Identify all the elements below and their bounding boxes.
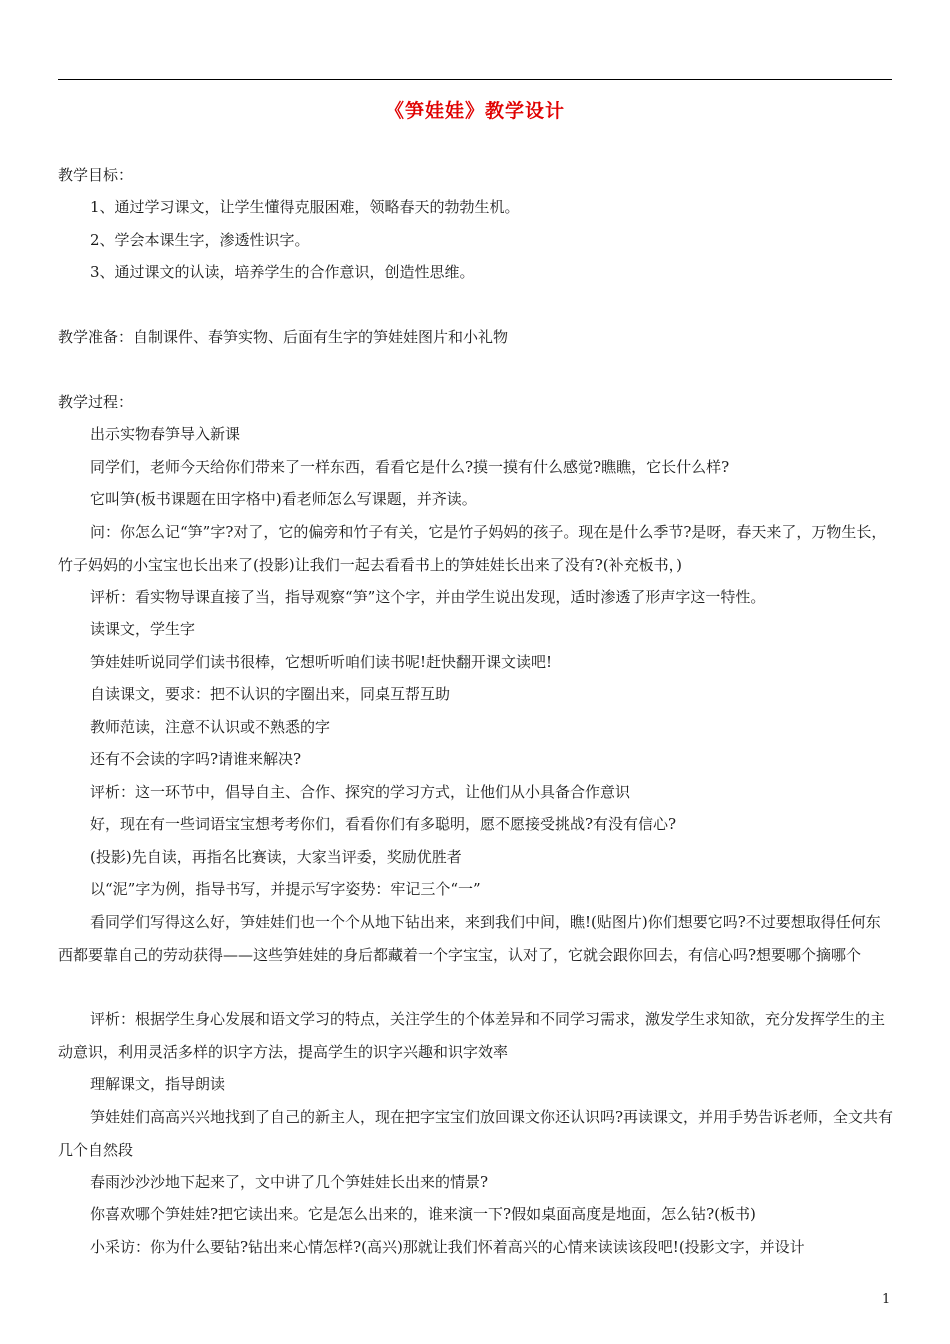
process-item: 教师范读，注意不认识或不熟悉的字 [90,718,331,736]
process-item: 以“泥”字为例，指导书写，并提示写字姿势：牢记三个“一” [90,880,481,898]
goals-heading: 教学目标： [58,166,134,184]
page-number: 1 [882,1292,891,1307]
process-item: 问：你怎么记“笋”字?对了，它的偏旁和竹子有关，它是竹子妈妈的孩子。现在是什么季节?是呀，春天来了，万物生长，竹子妈妈的小宝宝也长出来了(投影)让我们一起去看看书上的笋娃娃长出来了没有?(补充板书，) [58,523,887,574]
prep-line: 教学准备：自制课件、春笋实物、后面有生字的笋娃娃图片和小礼物 [58,328,509,346]
process-item: 你喜欢哪个笋娃娃?把它读出来。它是怎么出来的，谁来演一下?假如桌面高度是地面，怎么钻?(板书) [90,1205,756,1223]
goal-item: 1、通过学习课文，让学生懂得克服困难，领略春天的勃勃生机。 [90,198,520,216]
process-item: 它叫笋(板书课题在田字格中)看老师怎么写课题，并齐读。 [90,490,477,508]
process-item: 理解课文，指导朗读 [90,1075,226,1093]
process-heading: 教学过程： [58,393,134,411]
process-item: 笋娃娃们高高兴兴地找到了自己的新主人，现在把字宝宝们放回课文你还认识吗?再读课文，并用手势告诉老师，全文共有几个自然段 [58,1108,894,1159]
process-item: 小采访：你为什么要钻?钻出来心情怎样?(高兴)那就让我们怀着高兴的心情来读读该段吧!(投影文字，并设计 [90,1238,805,1256]
process-item: 好，现在有一些词语宝宝想考考你们，看看你们有多聪明，愿不愿接受挑战?有没有信心? [90,815,677,833]
process-item: 自读课文，要求：把不认识的字圈出来，同桌互帮互助 [90,685,451,703]
process-item: 笋娃娃听说同学们读书很棒，它想听听咱们读书呢!赶快翻开课文读吧! [90,653,553,671]
process-item: 读课文，学生字 [90,620,196,638]
process-item: (投影)先自读，再指名比赛读，大家当评委，奖励优胜者 [90,848,462,866]
process-item: 评析：这一环节中，倡导自主、合作、探究的学习方式，让他们从小具备合作意识 [90,783,631,801]
process-item: 看同学们写得这么好，笋娃娃们也一个个从地下钻出来，来到我们中间，瞧!(贴图片)你们想要它吗?不过要想取得任何东西都要靠自己的劳动获得——这些笋娃娃的身后都藏着一个字宝宝，认对了，它就会跟你回去，有信心吗?想要哪个摘哪个 [58,913,881,964]
process-item: 评析：根据学生身心发展和语文学习的特点，关注学生的个体差异和不同学习需求，激发学生求知欲，充分发挥学生的主动意识，利用灵活多样的识字方法，提高学生的识字兴趣和识字效率 [58,1010,886,1061]
goal-item: 3、通过课文的认读，培养学生的合作意识，创造性思维。 [90,263,475,281]
process-item: 评析：看实物导课直接了当，指导观察“笋”这个字，并由学生说出发现，适时渗透了形声字这一特性。 [90,588,766,606]
document-title: 《笋娃娃》教学设计 [384,100,565,122]
process-item: 出示实物春笋导入新课 [90,425,241,443]
process-item: 还有不会读的字吗?请谁来解决? [90,750,302,768]
process-item: 春雨沙沙沙地下起来了，文中讲了几个笋娃娃长出来的情景? [90,1173,489,1191]
goal-item: 2、学会本课生字，渗透性识字。 [90,231,310,249]
header-rule [58,79,892,80]
process-item: 同学们，老师今天给你们带来了一样东西，看看它是什么?摸一摸有什么感觉?瞧瞧，它长什么样? [90,458,730,476]
